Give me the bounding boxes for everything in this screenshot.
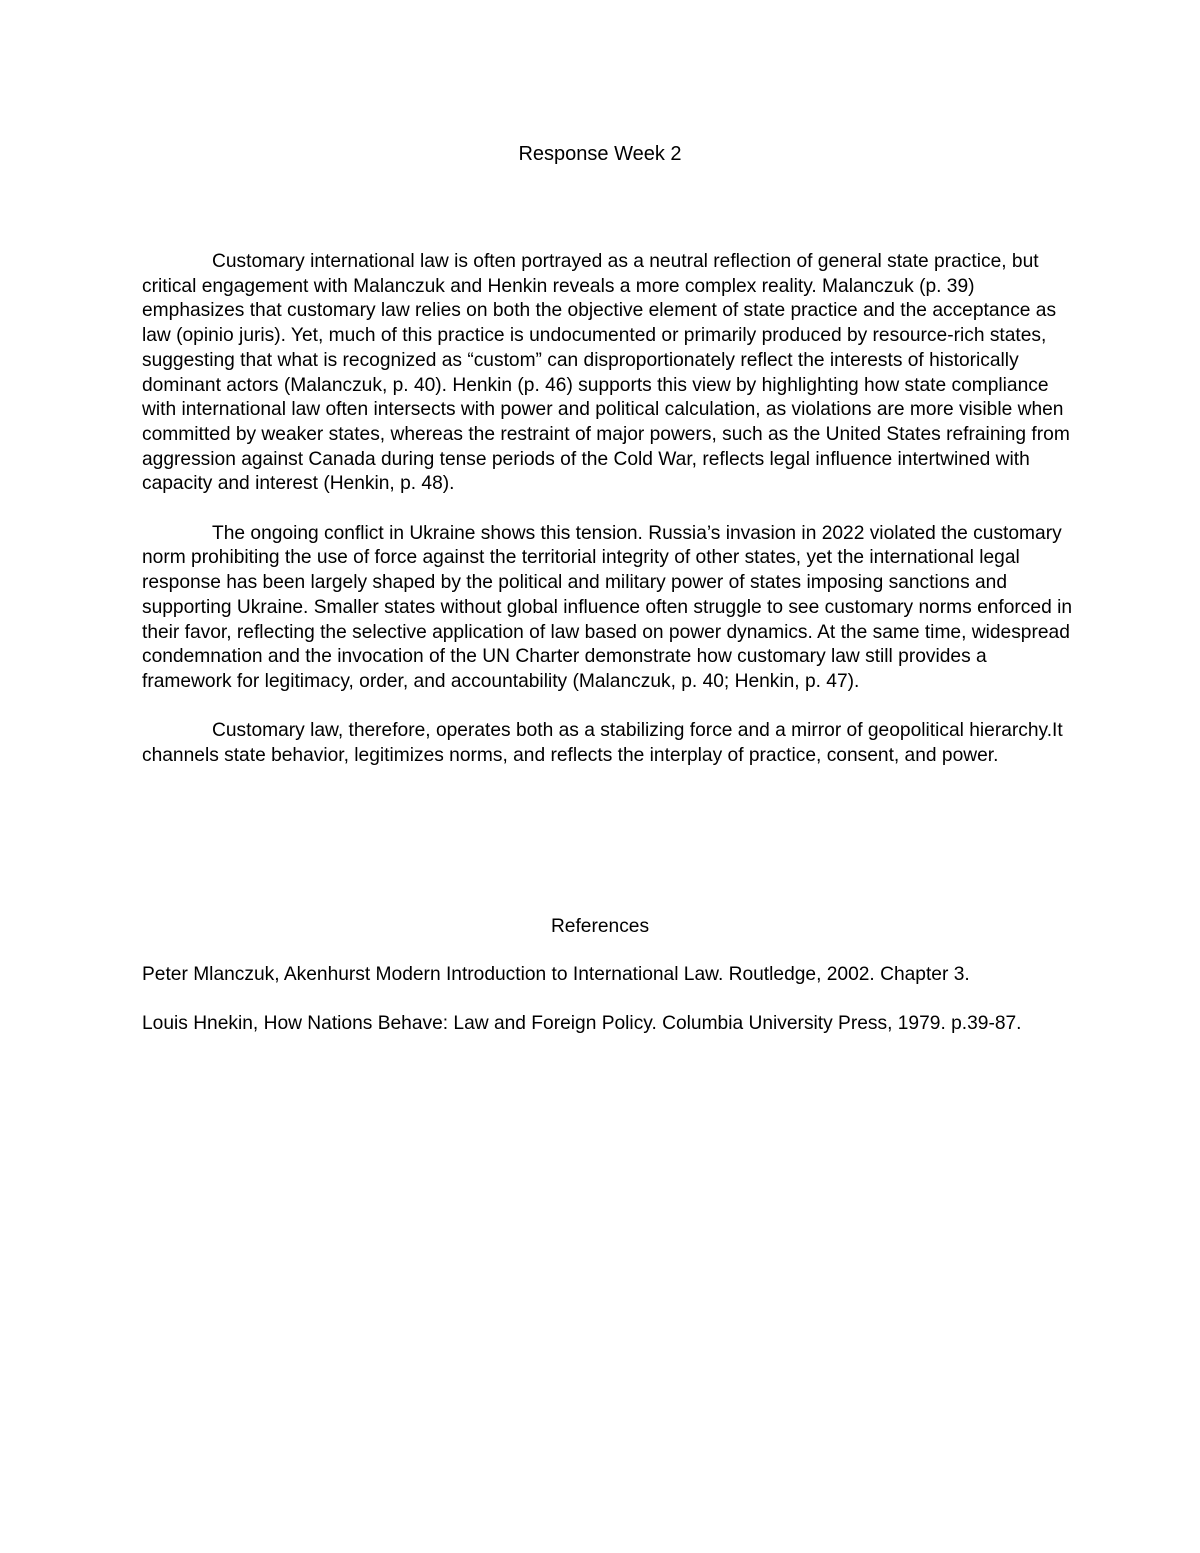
body-paragraph-1: Customary international law is often portrayed as a neutral reflection of general state practice, but critical engagement with Malanczuk and Henkin reveals a more complex reality. Malanczuk (p. 39) emphasizes that customary law relies on both the objective element of state practice and the acceptance as law (opinio juris). Yet, much of this practice is undocumented or primarily produced by resource-rich states, suggesting that what is recognized as “custom” can disproportionately reflect the interests of historically dominant actors (Malanczuk, p. 40). Henkin (p. 46) supports this view by highlighting how state compliance with international law often intersects with power and political calculation, as violations are more visible when committed by weaker states, whereas the restraint of major powers, such as the United States refraining from aggression against Canada during tense periods of the Cold War, reflects legal influence intertwined with capacity and interest (Henkin, p. 48). [142, 251, 1070, 495]
body-paragraph-3: Customary law, therefore, operates both as a stabilizing force and a mirror of geopolitical hierarchy.It channels state behavior, legitimizes norms, and reflects the interplay of practice, consent, and power. [142, 720, 1063, 767]
body-paragraph-2: The ongoing conflict in Ukraine shows this tension. Russia’s invasion in 2022 violated the customary norm prohibiting the use of force against the territorial integrity of other states, yet the international legal response has been largely shaped by the political and military power of states imposing sanctions and supporting Ukraine. Smaller states without global influence often struggle to see customary norms enforced in their favor, reflecting the selective application of law based on power dynamics. At the same time, widespread condemnation and the invocation of the UN Charter demonstrate how customary law still provides a framework for legitimacy, order, and accountability (Malanczuk, p. 40; Henkin, p. 47). [142, 522, 1073, 692]
references-heading: References [550, 916, 650, 937]
document-title: Response Week 2 [518, 143, 682, 165]
reference-item: Peter Mlanczuk, Akenhurst Modern Introduction to International Law. Routledge, 2002. Chapter 3. [142, 964, 970, 985]
references-list [142, 963, 1072, 1062]
reference-item: Louis Hnekin, How Nations Behave: Law and Foreign Policy. Columbia University Press, 1979. p.39-87. [142, 1013, 1022, 1035]
document-body [142, 250, 1072, 793]
